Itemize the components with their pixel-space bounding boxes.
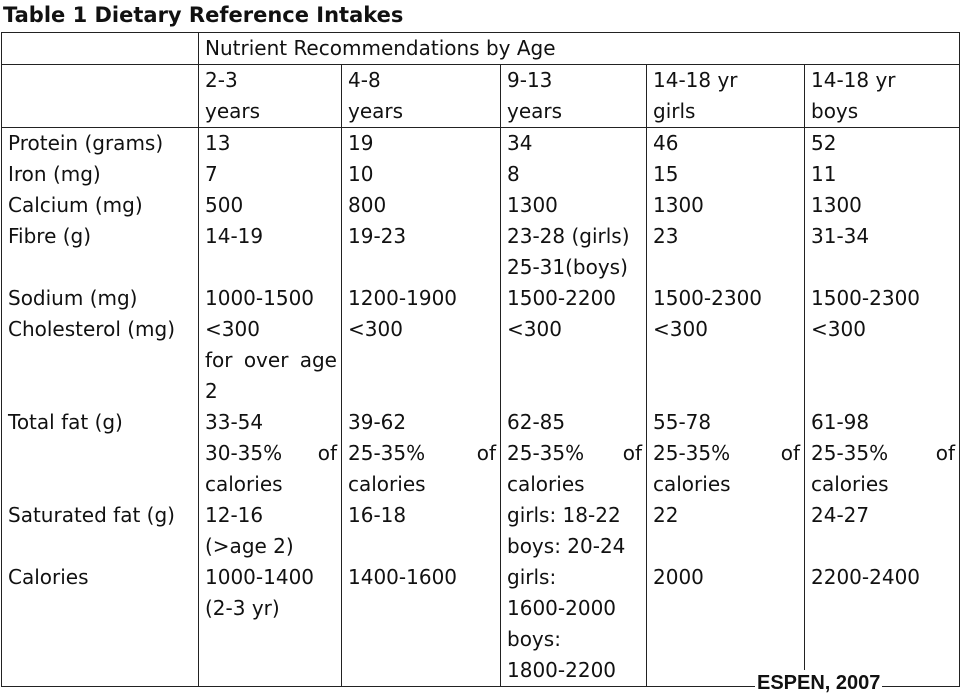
cell-line: 1500-2300: [653, 286, 763, 310]
cell-line: girls: 18-22: [507, 503, 621, 527]
cell-line: 25-35% of: [507, 441, 642, 465]
dietary-reference-table: [1, 32, 960, 687]
cell-line: <300: [653, 317, 708, 341]
table-cell: [342, 128, 501, 160]
cell-line: <300: [507, 317, 562, 341]
table-row: [2, 159, 960, 190]
table-cell: [647, 128, 805, 160]
cell-line: boys: 20-24: [507, 534, 626, 558]
cell-line: calories: [348, 472, 426, 496]
corner-cell: [2, 33, 199, 65]
cell-line: calories: [507, 472, 585, 496]
column-header: [805, 65, 960, 128]
column-header-line: girls: [653, 99, 696, 123]
cell-line: 23-28 (girls): [507, 224, 630, 248]
cell-line: 1200-1900: [348, 286, 458, 310]
table-cell: [501, 128, 647, 160]
column-header-line: 14-18 yr: [811, 68, 896, 92]
table-cell: [805, 407, 960, 500]
table-title: Table 1 Dietary Reference Intakes: [3, 3, 404, 27]
table-row: [2, 128, 960, 160]
cell-line: 52: [811, 131, 837, 155]
cell-line: <300: [348, 317, 403, 341]
cell-line: <300: [205, 317, 260, 341]
cell-line: 1000-1400: [205, 565, 315, 589]
table-cell: [199, 314, 342, 407]
cell-line: 13: [205, 131, 231, 155]
row-label: Sodium (mg): [2, 283, 199, 314]
row-label: Fibre (g): [2, 221, 199, 283]
table-cell: [342, 562, 501, 687]
table-cell: [647, 314, 805, 407]
table-cell: [647, 407, 805, 500]
table-cell: [647, 562, 805, 687]
column-header: [647, 65, 805, 128]
table-row: [2, 562, 960, 687]
cell-line: 25-35% of: [811, 441, 955, 465]
table-row: [2, 407, 960, 500]
table-cell: [501, 283, 647, 314]
table-cell: [501, 159, 647, 190]
group-header: Nutrient Recommendations by Age: [199, 33, 960, 65]
cell-line: 46: [653, 131, 679, 155]
column-header: [501, 65, 647, 128]
cell-line: 30-35% of: [205, 441, 337, 465]
column-header-line: years: [348, 99, 404, 123]
cell-line: 1500-2200: [507, 286, 617, 310]
table-cell: [199, 190, 342, 221]
table-row: [2, 283, 960, 314]
column-header-line: 9-13: [507, 68, 553, 92]
cell-line: 1400-1600: [348, 565, 458, 589]
row-label: Iron (mg): [2, 159, 199, 190]
cell-line: calories: [653, 472, 731, 496]
column-header-line: 2-3: [205, 68, 238, 92]
table-cell: [199, 407, 342, 500]
cell-line: 23: [653, 224, 679, 248]
cell-line: calories: [811, 472, 889, 496]
table-cell: [199, 159, 342, 190]
table-cell: [805, 314, 960, 407]
table-cell: [501, 562, 647, 687]
cell-line: (>age 2): [205, 534, 294, 558]
column-header: [199, 65, 342, 128]
cell-line: 1500-2300: [811, 286, 921, 310]
cell-line: 19: [348, 131, 374, 155]
cell-line: 11: [811, 162, 837, 186]
table-cell: [805, 500, 960, 562]
cell-line: 2: [205, 379, 218, 403]
column-header-line: years: [205, 99, 261, 123]
table-cell: [647, 159, 805, 190]
table-cell: [342, 314, 501, 407]
cell-line: 10: [348, 162, 374, 186]
cell-line: 800: [348, 193, 387, 217]
column-header: [342, 65, 501, 128]
cell-line: 2200-2400: [811, 565, 921, 589]
table-cell: [342, 500, 501, 562]
table-row: [2, 190, 960, 221]
cell-line: 12-16: [205, 503, 264, 527]
row-label-header: [2, 65, 199, 128]
cell-line: 19-23: [348, 224, 407, 248]
cell-line: 25-35% of: [348, 441, 496, 465]
cell-line: 1300: [507, 193, 558, 217]
table-cell: [501, 500, 647, 562]
table-cell: [342, 407, 501, 500]
row-label: Total fat (g): [2, 407, 199, 500]
table-cell: [805, 221, 960, 283]
table-cell: [199, 128, 342, 160]
cell-line: 1800-2200: [507, 658, 617, 682]
table-cell: [805, 159, 960, 190]
cell-line: 8: [507, 162, 520, 186]
table-row: [2, 500, 960, 562]
cell-line: 24-27: [811, 503, 870, 527]
cell-line: girls:: [507, 565, 557, 589]
table-cell: [199, 562, 342, 687]
cell-line: 16-18: [348, 503, 407, 527]
table-cell: [342, 159, 501, 190]
table-cell: [501, 190, 647, 221]
cell-line: 61-98: [811, 410, 870, 434]
table-cell: [342, 190, 501, 221]
table-cell: [199, 500, 342, 562]
cell-line: 39-62: [348, 410, 407, 434]
cell-line: 62-85: [507, 410, 566, 434]
cell-line: 14-19: [205, 224, 264, 248]
table-cell: [647, 500, 805, 562]
cell-line: 25-35% of: [653, 441, 800, 465]
column-header-line: 4-8: [348, 68, 381, 92]
cell-line: <300: [811, 317, 866, 341]
cell-line: (2-3 yr): [205, 596, 280, 620]
row-label: Saturated fat (g): [2, 500, 199, 562]
column-header-line: years: [507, 99, 563, 123]
cell-line: 1300: [653, 193, 704, 217]
row-label: Calcium (mg): [2, 190, 199, 221]
cell-line: 55-78: [653, 410, 712, 434]
table-cell: [647, 283, 805, 314]
table-cell: [501, 407, 647, 500]
table-cell: [342, 283, 501, 314]
table-cell: [501, 314, 647, 407]
cell-line: boys:: [507, 627, 561, 651]
column-header-line: 14-18 yr: [653, 68, 738, 92]
cell-line: calories: [205, 472, 283, 496]
cell-line: 1600-2000: [507, 596, 617, 620]
source-citation: ESPEN, 2007: [757, 672, 881, 694]
table-cell: [805, 128, 960, 160]
cell-line: 500: [205, 193, 244, 217]
cell-line: 31-34: [811, 224, 870, 248]
cell-line: 1300: [811, 193, 862, 217]
table-cell: [501, 221, 647, 283]
cell-line: 2000: [653, 565, 704, 589]
table-cell: [805, 190, 960, 221]
cell-line: for over age: [205, 348, 337, 372]
row-label: Calories: [2, 562, 199, 687]
cell-line: 25-31(boys): [507, 255, 628, 279]
cell-line: 33-54: [205, 410, 264, 434]
table-row: [2, 221, 960, 283]
table-cell: [342, 221, 501, 283]
table-cell: [199, 221, 342, 283]
table-cell: [805, 283, 960, 314]
cell-line: 15: [653, 162, 679, 186]
cell-line: 22: [653, 503, 679, 527]
column-header-line: boys: [811, 99, 859, 123]
table-row: [2, 314, 960, 407]
cell-line: 7: [205, 162, 218, 186]
table-cell: [647, 221, 805, 283]
cell-line: 34: [507, 131, 533, 155]
row-label: Cholesterol (mg): [2, 314, 199, 407]
table-cell: [647, 190, 805, 221]
table-cell: [199, 283, 342, 314]
table-cell: [805, 562, 960, 687]
row-label: Protein (grams): [2, 128, 199, 160]
cell-line: 1000-1500: [205, 286, 315, 310]
